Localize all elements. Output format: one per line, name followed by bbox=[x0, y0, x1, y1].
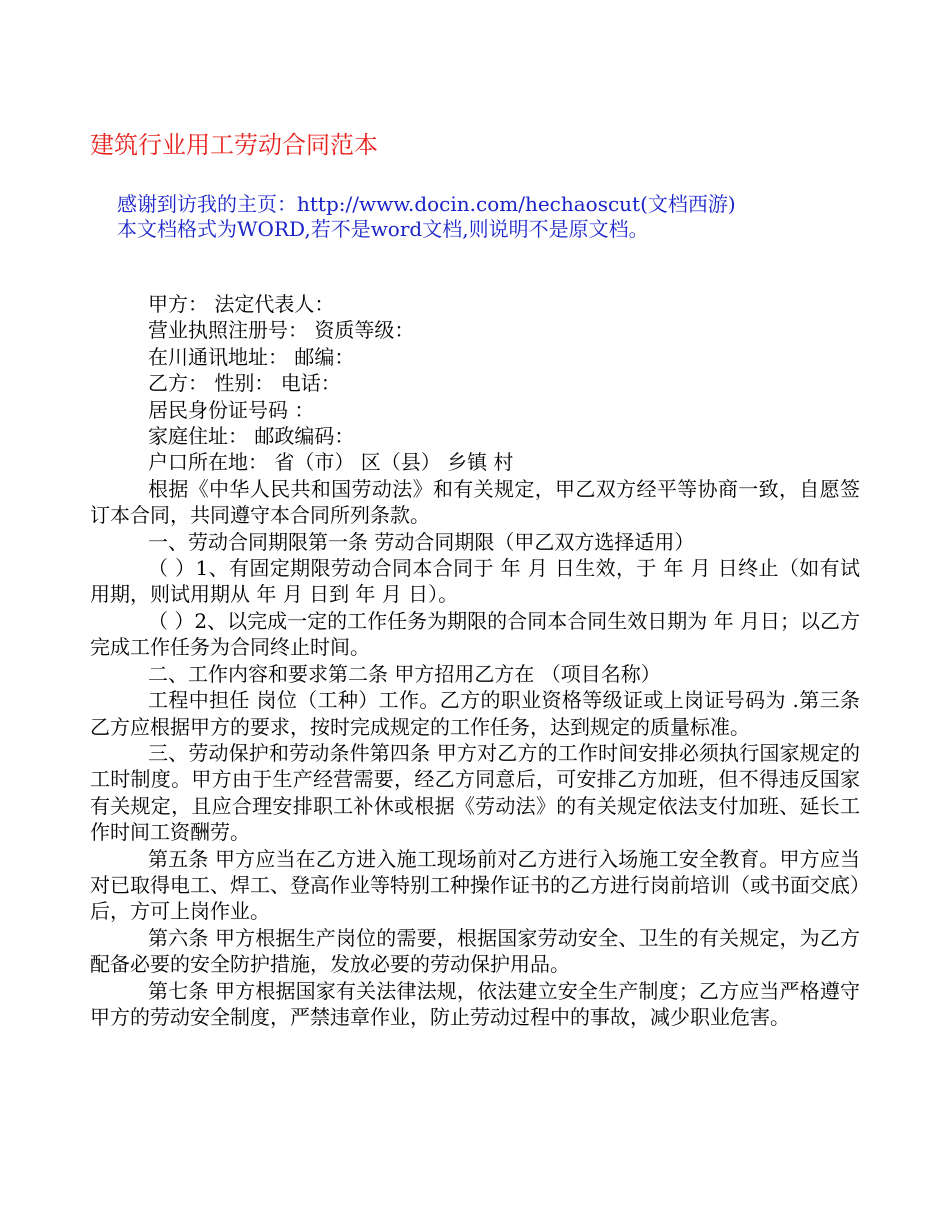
contract-body bbox=[90, 291, 860, 1030]
party-a-line: 甲方： 法定代表人： bbox=[148, 292, 335, 316]
party-b-line: 乙方： 性别： 电话： bbox=[148, 371, 341, 396]
home-address-line: 家庭住址： 邮政编码： bbox=[148, 424, 355, 449]
license-line: 营业执照注册号： 资质等级： bbox=[148, 318, 415, 343]
address-line: 在川通讯地址： 邮编： bbox=[148, 344, 355, 369]
term-option-1: （ ）1、有固定期限劳动合同本合同于 年 月 日生效，于 年 月 日终止（如有试用期，则试用期从 年 月 日到 年 月 日）。 bbox=[90, 556, 860, 607]
article-7-paragraph: 第七条 甲方根据国家有关法律法规，依法建立安全生产制度；乙方应当严格遵守甲方的劳动安全制度，严禁违章作业，防止劳动过程中的事故，减少职业危害。 bbox=[90, 978, 860, 1029]
document-title: 建筑行业用工劳动合同范本 bbox=[90, 131, 378, 159]
article-6-paragraph: 第六条 甲方根据生产岗位的需要，根据国家劳动安全、卫生的有关规定，为乙方配备必要的安全防护措施，发放必要的劳动保护用品。 bbox=[90, 925, 860, 977]
homepage-note: 感谢到访我的主页：http://www.docin.com/hechaoscut(文档西游) bbox=[117, 192, 736, 216]
household-registration-line: 户口所在地： 省（市） 区（县） 乡镇 村 bbox=[148, 450, 514, 475]
format-note: 本文档格式为WORD,若不是word文档,则说明不是原文档。 bbox=[117, 217, 649, 241]
article-3-paragraph: 工程中担任 岗位（工种）工作。乙方的职业资格等级证或上岗证号码为 .第三条 乙方应根据甲方的要求，按时完成规定的工作任务，达到规定的质量标准。 bbox=[90, 688, 860, 739]
term-option-2: （ ）2、以完成一定的工作任务为期限的合同本合同生效日期为 年 月日；以乙方完成工作任务为合同终止时间。 bbox=[90, 608, 860, 660]
article-5-paragraph: 第五条 甲方应当在乙方进入施工现场前对乙方进行入场施工安全教育。甲方应当对已取得电工、焊工、登高作业等特别工种操作证书的乙方进行岗前培训（或书面交底）后，方可上岗作业。 bbox=[90, 846, 860, 924]
section-2-heading: 二、工作内容和要求第二条 甲方招用乙方在 （项目名称） bbox=[148, 661, 661, 686]
id-number-line: 居民身份证号码 ： bbox=[148, 397, 315, 422]
section-1-heading: 一、劳动合同期限第一条 劳动合同期限（甲乙双方选择适用） bbox=[148, 529, 695, 554]
preamble-paragraph: 根据《中华人民共和国劳动法》和有关规定，甲乙双方经平等协商一致，自愿签订本合同，共同遵守本合同所列条款。 bbox=[90, 476, 860, 528]
article-4-paragraph: 三、劳动保护和劳动条件第四条 甲方对乙方的工作时间安排必须执行国家规定的工时制度。甲方由于生产经营需要，经乙方同意后，可安排乙方加班，但不得违反国家有关规定，且应合理安排职工补休或根据《劳动法》的有关规定依法支付加班、延长工作时间工资酬劳。 bbox=[90, 740, 860, 845]
